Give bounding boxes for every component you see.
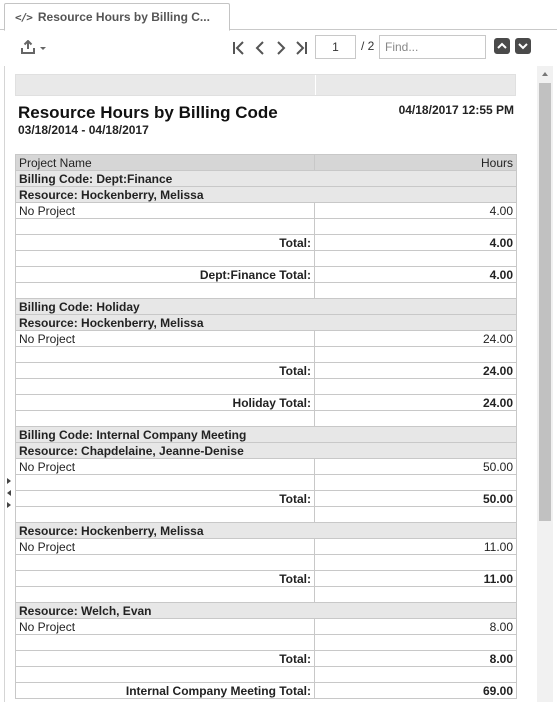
total-hours-cell: 50.00: [315, 491, 517, 507]
table-row: [16, 459, 517, 475]
splitter-arrows-icon: [6, 477, 12, 511]
find-input[interactable]: [379, 35, 486, 59]
billing-code-label: Billing Code: Holiday: [16, 299, 517, 315]
hours-cell: 11.00: [315, 539, 517, 555]
spacer-cell: [16, 635, 315, 651]
spacer-row: [16, 667, 517, 683]
total-label-cell: Total:: [16, 491, 315, 507]
spacer-row: [16, 251, 517, 267]
spacer-row: [16, 555, 517, 571]
chevron-left-icon: [250, 38, 270, 58]
scroll-up-icon: [537, 66, 553, 82]
tab-strip: [0, 0, 557, 30]
billing-code-label: Billing Code: Internal Company Meeting: [16, 427, 517, 443]
resource-row: [16, 443, 517, 459]
report-table: [15, 154, 517, 699]
spacer-row: [16, 507, 517, 523]
chevron-right-icon: [271, 38, 291, 58]
total-row: [16, 395, 517, 411]
hours-cell: 8.00: [315, 619, 517, 635]
chevron-up-icon: [494, 38, 510, 54]
total-hours-cell: 69.00: [315, 683, 517, 699]
spacer-row: [16, 411, 517, 427]
spacer-cell: [315, 667, 517, 683]
page-number-input[interactable]: [315, 35, 356, 59]
spacer-cell: [315, 507, 517, 523]
hours-cell: 4.00: [315, 203, 517, 219]
resource-row: [16, 315, 517, 331]
export-button[interactable]: [20, 40, 50, 58]
header-band-divider: [315, 75, 316, 95]
resource-row: [16, 603, 517, 619]
total-row: [16, 651, 517, 667]
spacer-row: [16, 283, 517, 299]
spacer-cell: [16, 283, 315, 299]
spacer-cell: [16, 507, 315, 523]
report-header-band: [15, 74, 516, 96]
spacer-cell: [315, 251, 517, 267]
spacer-cell: [16, 587, 315, 603]
total-label-cell: Holiday Total:: [16, 395, 315, 411]
spacer-cell: [315, 379, 517, 395]
table-row: [16, 619, 517, 635]
hours-cell: 50.00: [315, 459, 517, 475]
page-total: / 2: [361, 39, 375, 53]
resource-row: [16, 187, 517, 203]
resource-label: Resource: Chapdelaine, Jeanne-Denise: [16, 443, 517, 459]
project-name-cell: No Project: [16, 539, 315, 555]
table-row: [16, 203, 517, 219]
hours-cell: 24.00: [315, 331, 517, 347]
spacer-cell: [16, 251, 315, 267]
total-hours-cell: 24.00: [315, 363, 517, 379]
total-label-cell: Internal Company Meeting Total:: [16, 683, 315, 699]
last-page-button[interactable]: [291, 38, 311, 58]
total-label-cell: Total:: [16, 571, 315, 587]
spacer-cell: [16, 475, 315, 491]
spacer-cell: [16, 411, 315, 427]
project-name-cell: No Project: [16, 203, 315, 219]
next-page-button[interactable]: [271, 38, 291, 58]
billing-code-row: [16, 171, 517, 187]
spacer-cell: [16, 555, 315, 571]
resource-label: Resource: Hockenberry, Melissa: [16, 523, 517, 539]
spacer-row: [16, 219, 517, 235]
previous-page-button[interactable]: [250, 38, 270, 58]
first-page-button[interactable]: [229, 38, 249, 58]
total-label-cell: Total:: [16, 235, 315, 251]
export-icon: [20, 40, 50, 58]
spacer-row: [16, 587, 517, 603]
spacer-cell: [315, 411, 517, 427]
report-date-range: 03/18/2014 - 04/18/2017: [18, 123, 149, 137]
resource-row: [16, 523, 517, 539]
project-name-cell: No Project: [16, 619, 315, 635]
total-label-cell: Total:: [16, 363, 315, 379]
splitter-handle[interactable]: [6, 477, 12, 511]
column-header-project-name: Project Name: [16, 155, 315, 171]
resource-label: Resource: Hockenberry, Melissa: [16, 315, 517, 331]
billing-code-row: [16, 299, 517, 315]
project-name-cell: No Project: [16, 331, 315, 347]
vertical-scrollbar[interactable]: [537, 66, 553, 702]
total-hours-cell: 4.00: [315, 267, 517, 283]
billing-code-row: [16, 427, 517, 443]
total-row: [16, 363, 517, 379]
total-label-cell: Dept:Finance Total:: [16, 267, 315, 283]
spacer-cell: [315, 635, 517, 651]
spacer-cell: [315, 283, 517, 299]
table-header-row: [16, 155, 517, 171]
spacer-row: [16, 635, 517, 651]
spacer-cell: [16, 219, 315, 235]
chevron-down-icon: [515, 38, 531, 54]
last-page-icon: [291, 38, 311, 58]
billing-code-label: Billing Code: Dept:Finance: [16, 171, 517, 187]
spacer-cell: [16, 379, 315, 395]
spacer-cell: [315, 475, 517, 491]
tab-report[interactable]: [4, 3, 230, 31]
table-row: [16, 331, 517, 347]
spacer-cell: [315, 219, 517, 235]
spacer-row: [16, 347, 517, 363]
report-title: Resource Hours by Billing Code: [18, 103, 278, 122]
code-icon: </>: [15, 10, 32, 24]
spacer-cell: [315, 347, 517, 363]
first-page-icon: [229, 38, 249, 58]
spacer-row: [16, 379, 517, 395]
total-hours-cell: 8.00: [315, 651, 517, 667]
spacer-row: [16, 475, 517, 491]
report-timestamp: 04/18/2017 12:55 PM: [398, 103, 514, 117]
spacer-cell: [16, 667, 315, 683]
total-row: [16, 491, 517, 507]
table-row: [16, 539, 517, 555]
total-hours-cell: 4.00: [315, 235, 517, 251]
spacer-cell: [315, 555, 517, 571]
tab-title: Resource Hours by Billing C...: [37, 10, 210, 24]
total-hours-cell: 24.00: [315, 395, 517, 411]
total-row: [16, 267, 517, 283]
column-header-hours: Hours: [315, 155, 517, 171]
resource-label: Resource: Hockenberry, Melissa: [16, 187, 517, 203]
spacer-cell: [16, 347, 315, 363]
find-previous-button[interactable]: [494, 38, 510, 54]
total-row: [16, 235, 517, 251]
scroll-thumb[interactable]: [539, 83, 551, 521]
resource-label: Resource: Welch, Evan: [16, 603, 517, 619]
total-hours-cell: 11.00: [315, 571, 517, 587]
find-next-button[interactable]: [515, 38, 531, 54]
total-label-cell: Total:: [16, 651, 315, 667]
project-name-cell: No Project: [16, 459, 315, 475]
spacer-cell: [315, 587, 517, 603]
total-row: [16, 683, 517, 699]
scroll-up-button[interactable]: [537, 66, 553, 82]
total-row: [16, 571, 517, 587]
